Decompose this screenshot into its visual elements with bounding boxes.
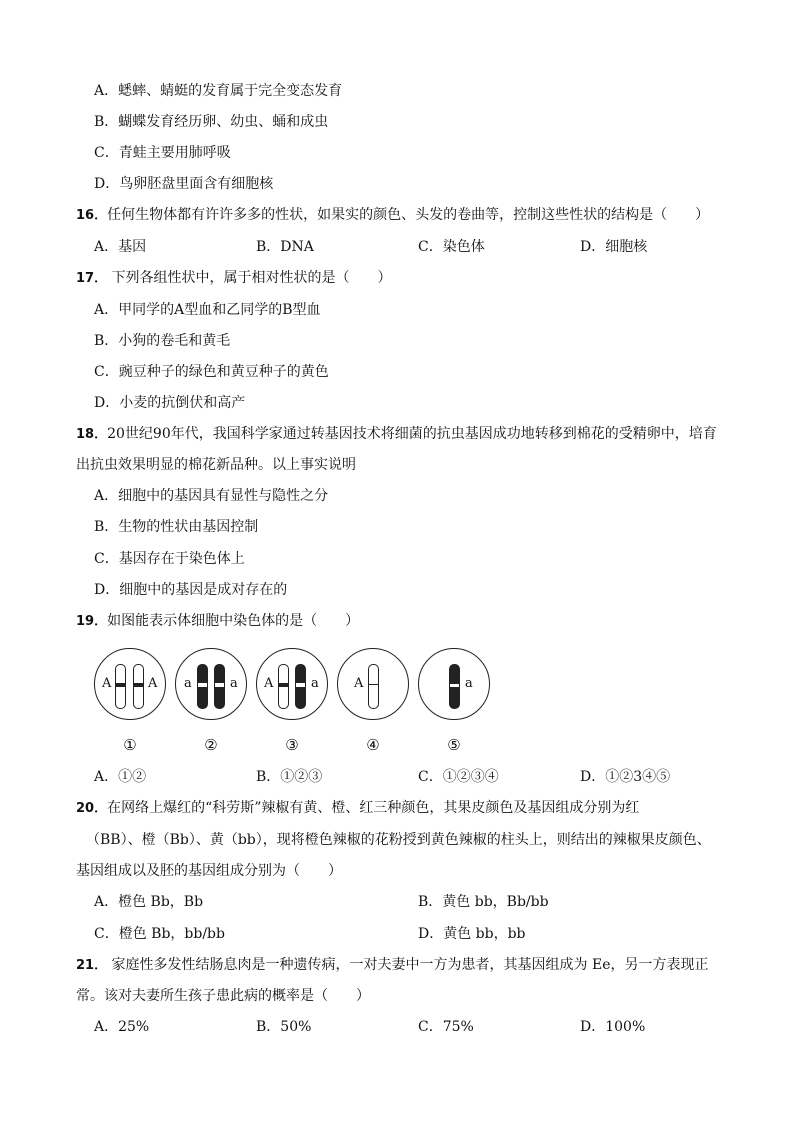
q18-option-a: A．细胞中的基因具有显性与隐性之分 bbox=[94, 488, 329, 504]
question-18-continued: 出抗虫效果明显的棉花新品种。以上事实说明 bbox=[76, 457, 356, 473]
question-stem: 如图能表示体细胞中染色体的是（ ） bbox=[107, 613, 360, 629]
question-stem: 家庭性多发性结肠息肉是一种遗传病，一对夫妻中一方为患者，其基因组成为 Ee，另一方表现正 bbox=[107, 957, 709, 973]
question-21-continued: 常。该对夫妻所生孩子患此病的概率是（ ） bbox=[76, 988, 370, 1004]
question-stem: 任何生物体都有许许多多的性状，如果实的颜色、头发的卷曲等，控制这些性状的结构是（ ） bbox=[107, 207, 710, 223]
q18-option-d: D．细胞中的基因是成对存在的 bbox=[94, 582, 288, 598]
gene-label: A bbox=[148, 676, 158, 691]
q19-option-b: B．①②③ bbox=[256, 769, 323, 785]
gene-label: A bbox=[102, 676, 112, 691]
option-d: D．鸟卵胚盘里面含有细胞核 bbox=[94, 176, 274, 192]
question-21 bbox=[76, 955, 709, 976]
chromosome bbox=[295, 664, 306, 709]
q18-option-c: C．基因存在于染色体上 bbox=[94, 551, 245, 567]
cell-1 bbox=[94, 648, 166, 720]
chromosome bbox=[214, 664, 225, 709]
q19-option-d: D．①②3④⑤ bbox=[580, 769, 671, 785]
chromosome bbox=[278, 664, 289, 709]
cell-2 bbox=[175, 648, 247, 720]
q20-option-c: C．橙色 Bb，bb/bb bbox=[94, 926, 225, 942]
question-number: 18． bbox=[76, 427, 108, 442]
option-a: A．蟋蟀、蜻蜓的发育属于完全变态发育 bbox=[94, 83, 343, 99]
gene-label: A bbox=[264, 676, 274, 691]
question-stem: 下列各组性状中，属于相对性状的是（ ） bbox=[107, 270, 392, 286]
q20-option-a: A．橙色 Bb，Bb bbox=[94, 894, 204, 910]
q17-option-d: D．小麦的抗倒伏和高产 bbox=[94, 395, 246, 411]
figure-label-4: ④ bbox=[366, 736, 380, 754]
q21-option-a: A．25% bbox=[94, 1019, 150, 1035]
figure-label-2: ② bbox=[204, 736, 218, 754]
option-b: B．蝴蝶发育经历卵、幼虫、蛹和成虫 bbox=[94, 114, 329, 130]
gene-label: a bbox=[311, 676, 319, 691]
gene-label: a bbox=[184, 676, 192, 691]
chromosome bbox=[449, 664, 460, 709]
option-c: C．青蛙主要用肺呼吸 bbox=[94, 145, 231, 161]
figure-label-5: ⑤ bbox=[447, 736, 461, 754]
q17-option-c: C．豌豆种子的绿色和黄豆种子的黄色 bbox=[94, 364, 329, 380]
question-20-continued-2: 基因组成以及胚的基因组成分别为（ ） bbox=[76, 863, 342, 879]
figure-label-3: ③ bbox=[285, 736, 299, 754]
question-18 bbox=[76, 424, 717, 445]
question-number: 21． bbox=[76, 958, 108, 973]
question-20 bbox=[76, 798, 639, 819]
q21-option-c: C．75% bbox=[418, 1019, 474, 1035]
question-number: 16． bbox=[76, 208, 108, 223]
q17-option-b: B．小狗的卷毛和黄毛 bbox=[94, 333, 231, 349]
question-16 bbox=[76, 205, 709, 226]
gene-label: a bbox=[230, 676, 238, 691]
cell-4 bbox=[337, 648, 409, 720]
chromosome bbox=[368, 664, 379, 709]
cell-5 bbox=[418, 648, 490, 720]
q21-option-b: B．50% bbox=[256, 1019, 312, 1035]
question-number: 19． bbox=[76, 614, 108, 629]
cell-3 bbox=[256, 648, 328, 720]
chromosome bbox=[115, 664, 126, 709]
chromosome bbox=[197, 664, 208, 709]
q16-option-d: D．细胞核 bbox=[580, 239, 648, 255]
q20-option-d: D．黄色 bb，bb bbox=[418, 926, 526, 942]
question-number: 20． bbox=[76, 801, 108, 816]
q16-option-c: C．染色体 bbox=[418, 239, 485, 255]
q16-option-b: B．DNA bbox=[256, 239, 314, 255]
question-stem: 在网络上爆红的“科劳斯”辣椒有黄、橙、红三种颜色，其果皮颜色及基因组成分别为红 bbox=[107, 800, 640, 816]
figure-label-1: ① bbox=[123, 736, 137, 754]
chromosome bbox=[133, 664, 144, 709]
q16-option-a: A．基因 bbox=[94, 239, 147, 255]
question-number: 17． bbox=[76, 271, 108, 286]
q19-option-a: A．①② bbox=[94, 769, 147, 785]
gene-label: a bbox=[465, 676, 473, 691]
question-stem: 20世纪90年代，我国科学家通过转基因技术将细菌的抗虫基因成功地转移到棉花的受精卵中，培育 bbox=[107, 426, 717, 442]
q19-option-c: C．①②③④ bbox=[418, 769, 499, 785]
chromosome-figure bbox=[92, 646, 512, 762]
q20-option-b: B．黄色 bb，Bb/bb bbox=[418, 894, 549, 910]
question-20-continued: （BB）、橙（Bb）、黄（bb），现将橙色辣椒的花粉授到黄色辣椒的柱头上，则结出的辣椒果皮颜色、 bbox=[86, 832, 711, 848]
gene-label: A bbox=[354, 676, 364, 691]
q21-option-d: D．100% bbox=[580, 1019, 646, 1035]
q17-option-a: A．甲同学的A型血和乙同学的B型血 bbox=[94, 302, 321, 318]
question-19 bbox=[76, 611, 359, 632]
question-17 bbox=[76, 268, 392, 289]
q18-option-b: B．生物的性状由基因控制 bbox=[94, 519, 259, 535]
